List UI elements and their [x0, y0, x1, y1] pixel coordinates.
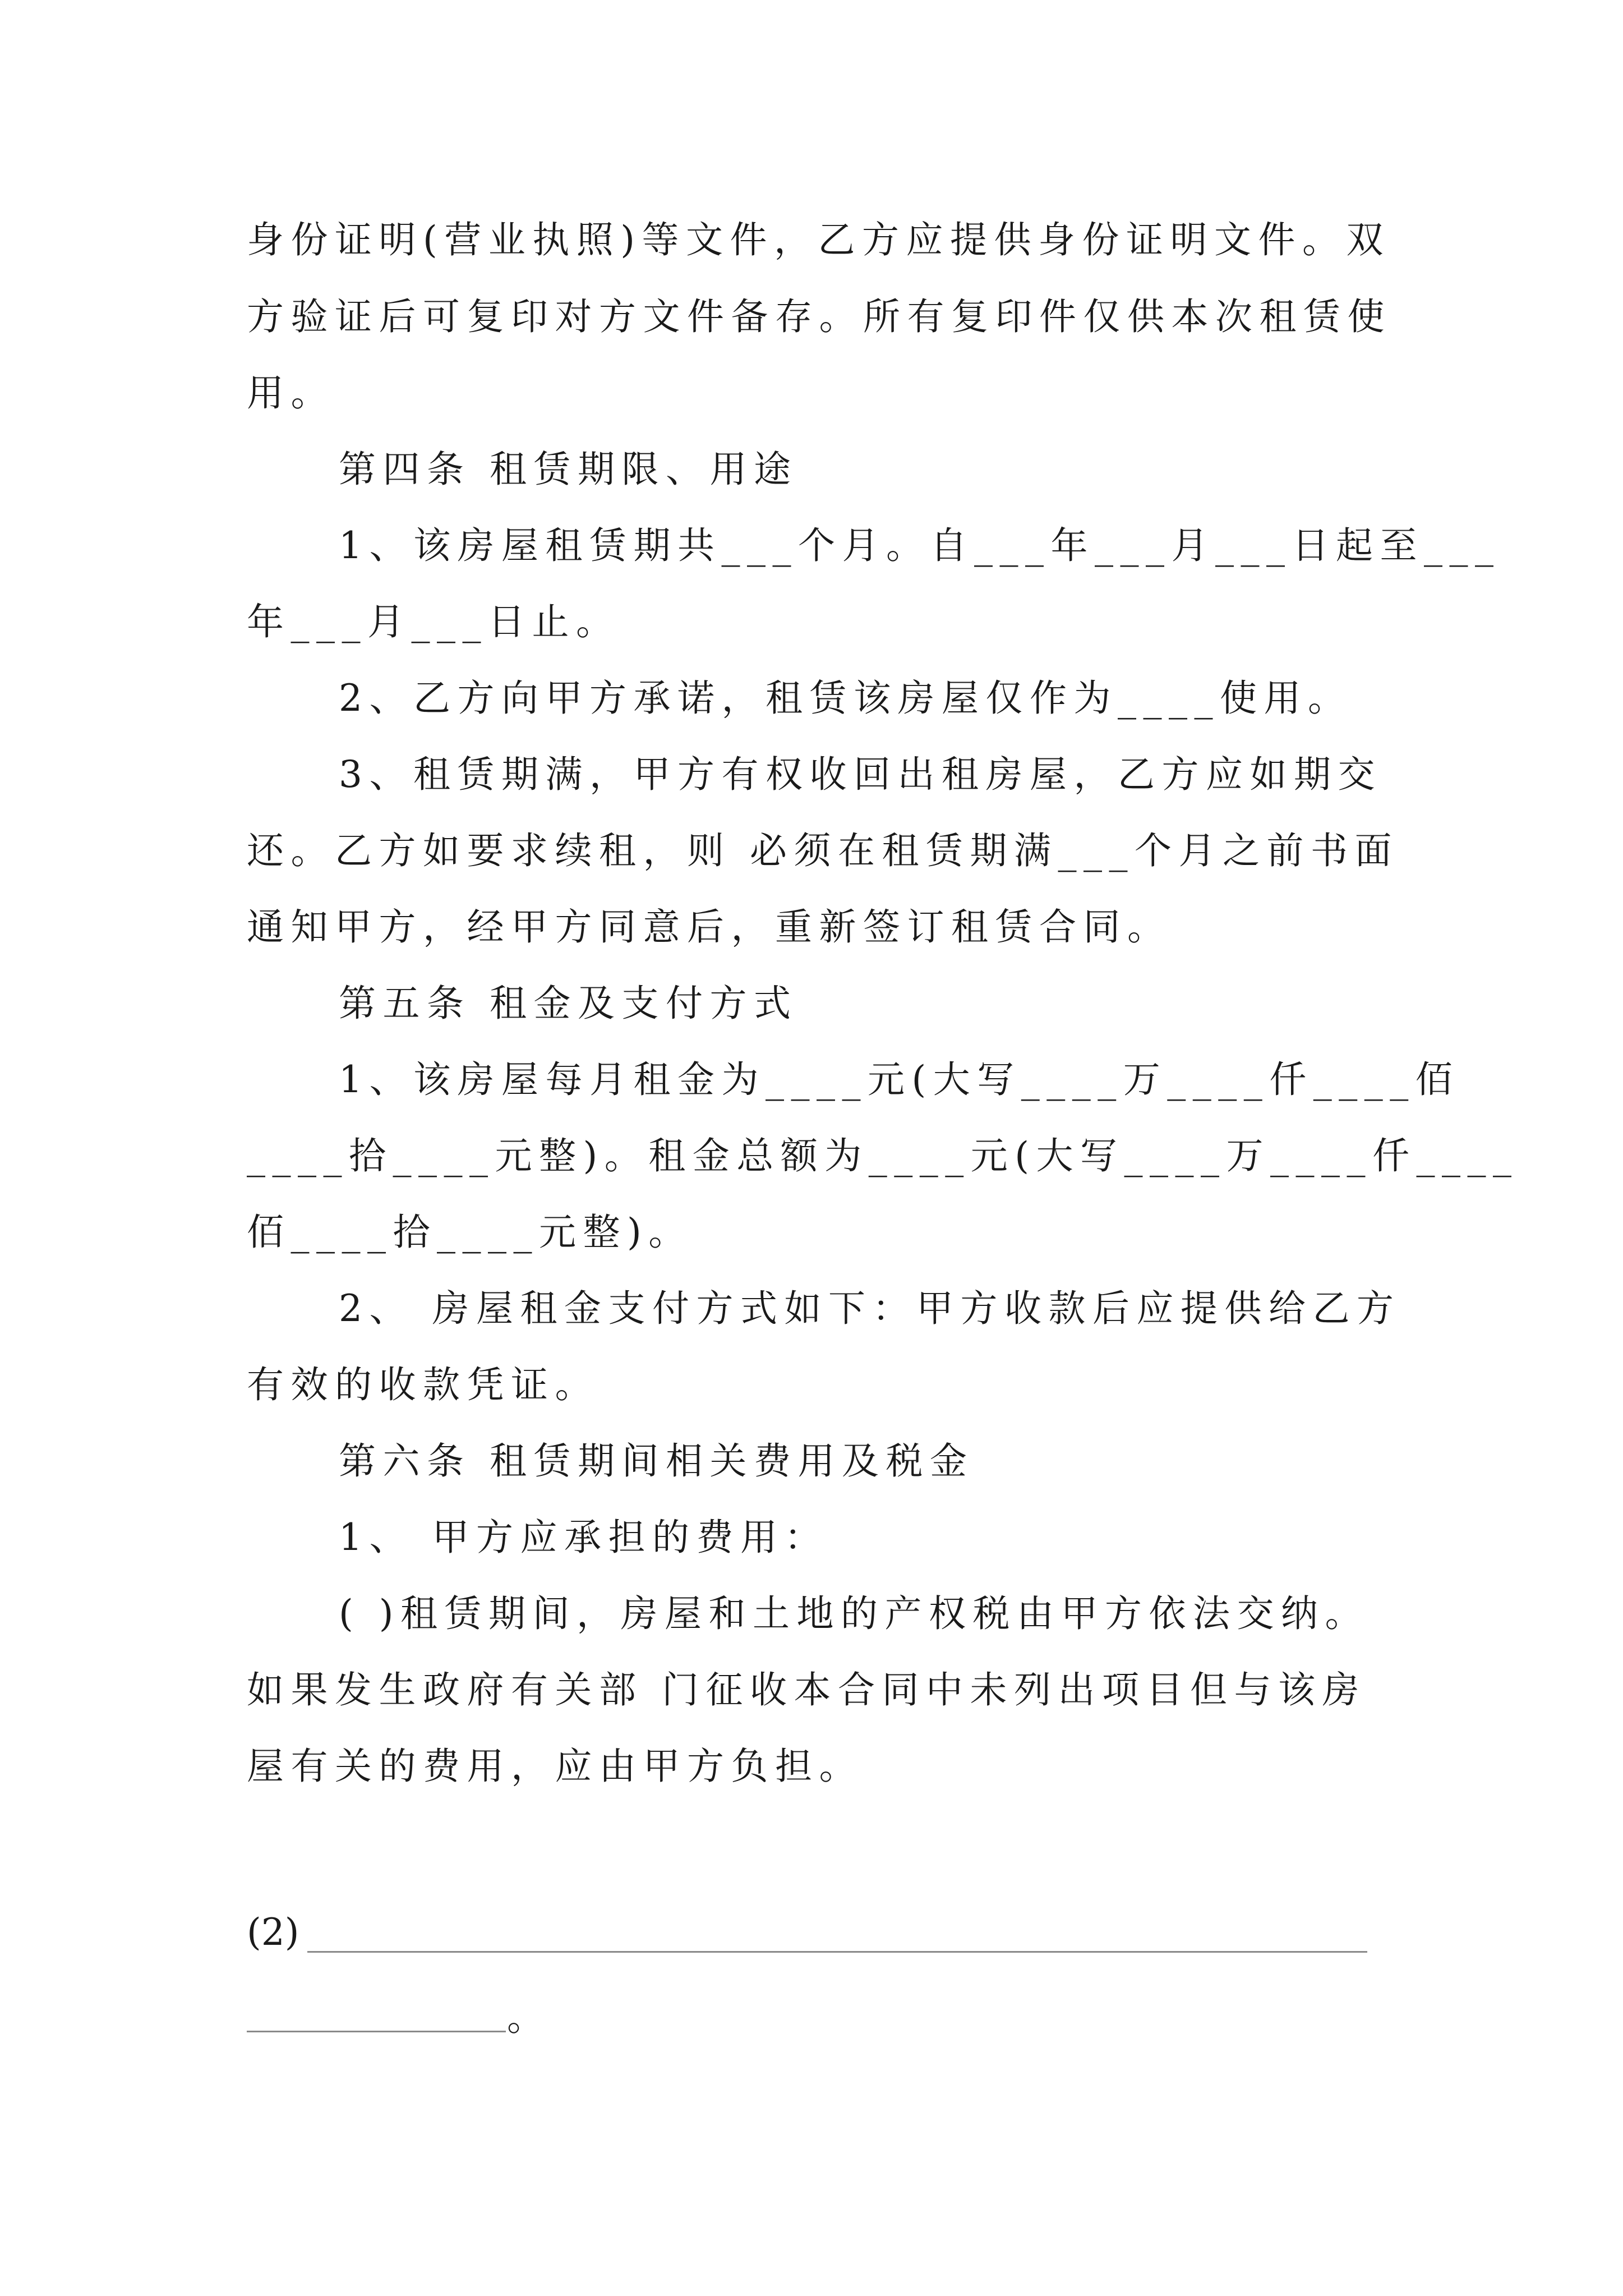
clause-line: 如果发生政府有关部 门征收本合同中未列出项目但与该房 — [247, 1668, 1366, 1711]
clause-line: 通知甲方，经甲方同意后，重新签订租赁合同。 — [247, 905, 1172, 949]
clause-line: 2、乙方向甲方承诺，租赁该房屋仅作为____使用。 — [339, 677, 1352, 720]
section-heading-article-6: 第六条 租赁期间相关费用及税金 — [339, 1439, 974, 1483]
clause-line: 屋有关的费用，应由甲方负担。 — [247, 1745, 863, 1788]
clause-line: ( )租赁期间，房屋和土地的产权税由甲方依法交纳。 — [339, 1592, 1369, 1635]
clause-line: 有效的收款凭证。 — [247, 1363, 599, 1406]
paragraph-line: 身份证明(营业执照)等文件，乙方应提供身份证明文件。双 — [247, 218, 1390, 261]
clause-line: 年___月___日止。 — [247, 600, 620, 643]
clause-line: 1、 甲方应承担的费用： — [339, 1516, 828, 1559]
clause-line: 佰____拾____元整)。 — [247, 1211, 693, 1254]
clause-line: 2、 房屋租金支付方式如下：甲方收款后应提供给乙方 — [339, 1287, 1401, 1330]
clause-line: ____拾____元整)。租金总额为____元(大写____万____仟____ — [247, 1134, 1519, 1177]
blank-fill-line — [307, 1951, 1367, 1953]
clause-line: 1、该房屋每月租金为____元(大写____万____仟____佰 — [339, 1058, 1460, 1101]
blank-item-label: (2) — [247, 1911, 299, 1954]
paragraph-line: 方验证后可复印对方文件备存。所有复印件仅供本次租赁使 — [247, 295, 1391, 338]
section-heading-article-5: 第五条 租金及支付方式 — [339, 982, 798, 1025]
clause-line: 1、该房屋租赁期共___个月。自___年___月___日起至___ — [339, 524, 1501, 567]
paragraph-line: 用。 — [247, 371, 335, 415]
section-heading-article-4: 第四条 租赁期限、用途 — [339, 448, 798, 491]
clause-line: 还。乙方如要求续租，则 必须在租赁期满___个月之前书面 — [247, 829, 1399, 872]
blank-item-end-mark: 。 — [507, 1996, 544, 2039]
blank-fill-line — [247, 2031, 506, 2032]
clause-line: 3、租赁期满，甲方有权收回出租房屋，乙方应如期交 — [339, 753, 1382, 796]
